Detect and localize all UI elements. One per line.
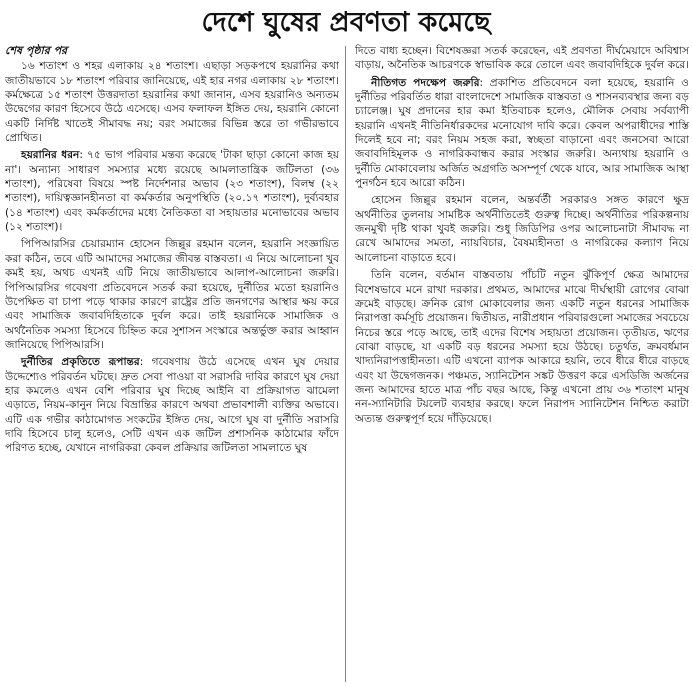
paragraph-text: : গবেষণায় উঠে এসেছে এখন ঘুষ দেয়ার উদ্দেশ্যেও পরিবর্তন ঘটছে। দ্রুত সেবা পাওয়া বা সরাসরি দাবির কারণে ঘুষ দেয়া হার কমলেও এখন বেশি পরিবার ঘুষ দিচ্ছে আইনি বা প্রক্রিয়াগত ঝামেলা এড়াতে, নিয়ম-কানুন নিয়ে বিভ্রান্তির কারণে অথবা প্রভাবশালী ব্যক্তির অভাবে। এটি এক গভীর কাঠামোগত সংকটের ইঙ্গিত দেয়, আগে ঘুষ বা দুর্নীতি সরাসরি দাবি হিসেবে চালু হলেও, সেটি এখন এক জটিল প্রশাসনিক কাঠামোর ফাঁদে পরিণত হচ্ছে, যেখানে নাগরিকরা কেবল প্রক্রিয়ার জটিলতা সামলাতে ঘুষ <box>5 356 339 455</box>
headline: দেশে ঘুষের প্রবণতা কমেছে <box>201 6 491 38</box>
subheading: হয়রানির ধরন <box>21 149 80 162</box>
article-paragraph: ১৬ শতাংশ ও শহর এলাকায় ২৪ শতাংশ। এছাড়া সড়কপথে হয়রানির কথা জাতীয়ভাবে ১৮ শতাংশ পরিবার জানিয়েছে, এই হার নগর এলাকায় ২৮ শতাংশ। কর্মক্ষেত্রে ১৫ শতাংশ উত্তরদাতা হয়রানির কথা জানান, এসব হয়রানিও অন্যতম উদ্বেগের কারণ হিসেবে উঠে এসেছে। এসব ফলাফল ইঙ্গিত দেয়, হয়রানি কোনো একটি নির্দিষ্ট খাতেই সীমাবদ্ধ নয়; বরং সমাজের বিভিন্ন স্তরে তা গভীরভাবে প্রোথিত। <box>5 60 339 145</box>
article-paragraph <box>5 355 339 455</box>
left-column <box>5 44 339 684</box>
paragraph-text: : ৭৫ ভাগ পরিবার মন্তব্য করেছে 'টাকা ছাড়া কোনো কাজ হয় না'। অন্যান্য সাধারণ সমস্যার মধ্যে রয়েছে আমলাতান্ত্রিক জটিলতা (৩৬ শতাংশ), পরিষেবা বিষয়ে স্পষ্ট নির্দেশনার অভাব (২৩ শতাংশ), বিলম্ব (২২ শতাংশ), দায়িত্বজ্ঞানহীনতা বা কর্মকর্তার অনুপস্থিতি (২০.১৭ শতাংশ), দুর্ব্যবহার (১৪ শতাংশ) এবং কর্মকর্তাদের মধ্যে নৈতিকতা বা সহায়তার মনোভাবের অভাব (১২ শতাংশ)। <box>5 149 339 234</box>
right-column <box>355 44 689 684</box>
subheading: নীতিগত পদক্ষেপ জরুরি <box>371 76 480 89</box>
article-body <box>5 44 689 684</box>
article-paragraph: হোসেন জিল্লুর রহমান বলেন, অন্তর্বর্তী সরকারও সঙ্গত কারণে ক্ষুদ্র অর্থনীতির তুলনায় সামষ্টিক অর্থনীতিতেই গুরুত্ব দিচ্ছে। অর্থনীতির পরিকল্পনায় জনমুখী দৃষ্টি থাকা খুবই জরুরি। শুধু জিডিপির ওপর আলোচনাটা সীমাবদ্ধ না রেখে আমাদের সমতা, ন্যায়বিচার, বৈষম্যহীনতা ও নাগরিকের কল্যাণ নিয়ে আলোচনা বাড়াতে হবে। <box>355 194 689 264</box>
article-paragraph: তিনি বলেন, বর্তমান বাস্তবতায় পাঁচটি নতুন ঝুঁকিপূর্ণ ক্ষেত্র আমাদের বিশেষভাবে মনে রাখা দরকার। প্রথমত, আমাদের মাঝে দীর্ঘস্থায়ী রোগের বোঝা ক্রমেই বাড়ছে। ক্রনিক রোগ মোকাবেলার জন্য একটি নতুন ধরনের সামাজিক নিরাপত্তা কর্মসূচি প্রয়োজন। দ্বিতীয়ত, নারীপ্রধান পরিবারগুলো সমাজের সবচেয়ে নিচের স্তরে পড়ে আছে, তাই এদের বিশেষ সহায়তা প্রয়োজন। তৃতীয়ত, ঋণের বোঝা বাড়ছে, যা একটি বড় ধরনের সমস্যা হয়ে উঠছে। চতুর্থত, ক্রমবর্ধমান খাদ্যনিরাপত্তাহীনতা। এটি এখনো ব্যাপক আকারে হয়নি, তবে ধীরে ধীরে বাড়ছে এবং যা উদ্বেগজনক। পঞ্চমত, স্যানিটেশন সঙ্কট উত্তরণ করে এসডিজি অর্জনের জন্য আমাদের হাতে মাত্র পাঁচ বছর আছে, কিন্তু এখনো প্রায় ৩৬ শতাংশ মানুষ নন-স্যানিটারি টয়লেট ব্যবহার করছে। ফলে নিরাপদ স্যানিটেশন নিশ্চিত করাটা অত্যন্ত গুরুত্বপূর্ণ হয়ে দাঁড়িয়েছে। <box>355 269 689 425</box>
subheading: দুর্নীতির প্রকৃতিতে রূপান্তর <box>21 356 140 369</box>
continued-label: শেষ পৃষ্ঠার পর <box>5 44 68 57</box>
article-paragraph <box>5 148 339 234</box>
paragraph-text: : প্রকাশিত প্রতিবেদনে বলা হয়েছে, হয়রানি ও দুর্নীতির পরিবর্তিত ধারা বাংলাদেশে সামাজিক বাস্তবতা ও শাসনব্যবস্থার জন্য বড় চ্যালেঞ্জ। ঘুষ প্রদানের হার কমা ইতিবাচক হলেও, মৌলিক সেবায় সর্বব্যাপী হয়রানি এখনই নীতিনির্ধারকদের মনোযোগ দাবি করে। কেবল অপরাধীদের শাস্তি দিলেই হবে না; বরং নিয়ম সহজ করা, স্বচ্ছতা বাড়ানো এবং জনসেবা আরো জবাবদিহিমূলক ও নাগরিকবান্ধব করার সংস্কার জরুরি। অন্যথায় হয়রানি ও দুর্নীতি মোকাবেলায় অর্জিত অগ্রগতি অসম্পূর্ণ থেকে যাবে, আর সামাজিক আস্থা পুনর্গঠন হবে আরো কঠিন। <box>355 76 689 190</box>
article-paragraph: পিপিআরসির চেয়ারম্যান হোসেন জিল্লুর রহমান বলেন, হয়রানি সংজ্ঞায়িত করা কঠিন, তবে এটি আমাদের সমাজের জীবন্ত বাস্তবতা। এ নিয়ে আলোচনা খুব কমই হয়, অথচ এখনই এটি নিয়ে জাতীয়ভাবে আলাপ-আলোচনা জরুরি। পিপিআরসির গবেষণা প্রতিবেদনে সতর্ক করা হয়েছে, দুর্নীতির মতো হয়রানিও উপেক্ষিত বা চাপা পড়ে থাকার কারণে রাষ্ট্রের প্রতি জনগণের আস্থার ক্ষয় করে এবং সামাজিক জবাবদিহিতাকে দুর্বল করে। তাই হয়রানিকে সামাজিক ও অর্থনৈতিক সমস্যা হিসেবে চিহ্নিত করে সুশাসন সংস্কারে অন্তর্ভুক্ত করার আহ্বান জানিয়েছে পিপিআরসি। <box>5 238 339 351</box>
headline-bar <box>0 0 692 44</box>
article-paragraph <box>355 76 689 191</box>
article-paragraph: দিতে বাধ্য হচ্ছেন। বিশেষজ্ঞরা সতর্ক করেছেন, এই প্রবণতা দীর্ঘমেয়াদে অবিশ্বাস বাড়ায়, অনৈতিক আচরণকে স্বাভাবিক করে তোলে এবং জবাবদিহিকে দুর্বল করে। <box>355 45 689 72</box>
